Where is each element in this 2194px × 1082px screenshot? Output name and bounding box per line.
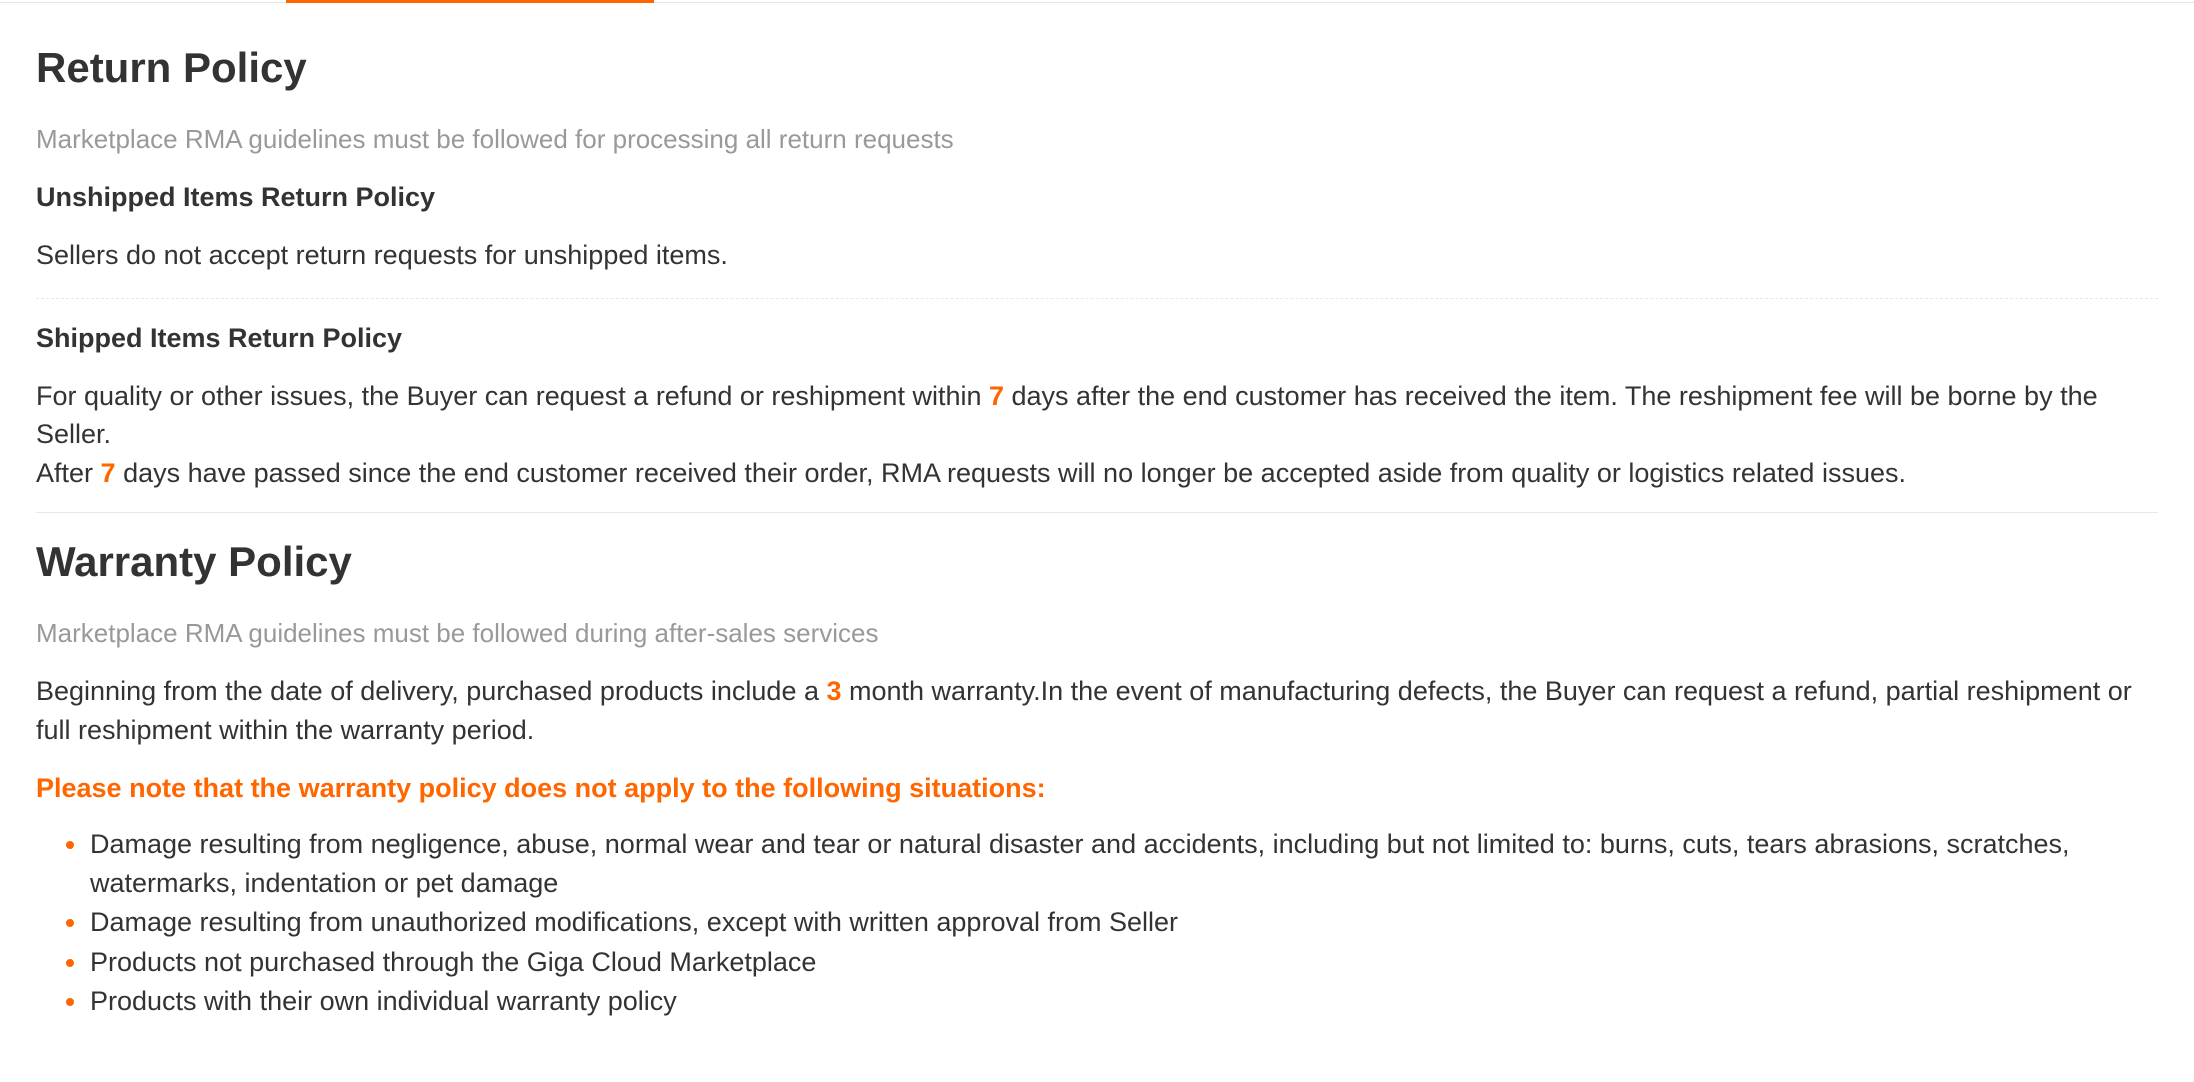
- shipped-policy-text-1: [36, 377, 2158, 454]
- rma-cutoff-days-value: 7: [100, 457, 116, 488]
- shipped-policy-text-2-after: days have passed since the end customer received their order, RMA requests will no longer be accepted aside from quality or logistics related issues.: [115, 457, 1906, 488]
- return-policy-title: Return Policy: [36, 44, 307, 91]
- shipped-policy-text-2-before: After: [36, 457, 101, 488]
- warranty-exclusions-notice: Please note that the warranty policy does not apply to the following situations:: [36, 773, 1046, 803]
- warranty-exclusions-list: [36, 825, 2158, 1021]
- warranty-months-value: 3: [826, 676, 842, 706]
- bullet-icon: [66, 998, 74, 1006]
- warranty-text-before: Beginning from the date of delivery, purchased products include a: [36, 676, 827, 706]
- warranty-policy-section: [36, 524, 2158, 1021]
- active-tab-indicator: [286, 0, 654, 3]
- exclusion-text: Damage resulting from negligence, abuse, normal wear and tear or natural disaster and accidents, including but not limited to: burns, cuts, tears abrasions, scratches, watermarks, indentation or pet damage: [90, 829, 2070, 898]
- list-item: [36, 943, 2158, 982]
- shipped-policy-text-2: [36, 454, 2158, 493]
- bullet-icon: [66, 959, 74, 967]
- return-policy-section: [36, 30, 2158, 513]
- policy-content: [36, 30, 2158, 1022]
- exclusion-text: Products with their own individual warranty policy: [90, 986, 677, 1016]
- exclusion-text: Damage resulting from unauthorized modifications, except with written approval from Seller: [90, 907, 1179, 937]
- unshipped-policy-heading: Unshipped Items Return Policy: [36, 182, 436, 212]
- warranty-policy-subtitle: Marketplace RMA guidelines must be followed during after-sales services: [36, 618, 879, 648]
- unshipped-policy-text: Sellers do not accept return requests for unshipped items.: [36, 240, 728, 270]
- return-policy-subtitle: Marketplace RMA guidelines must be followed for processing all return requests: [36, 124, 954, 154]
- bullet-icon: [66, 919, 74, 927]
- shipped-policy-text-1-before: For quality or other issues, the Buyer can request a refund or reshipment within: [36, 380, 989, 411]
- list-item: [36, 903, 2158, 942]
- warranty-policy-title: Warranty Policy: [36, 538, 352, 585]
- list-item: [36, 825, 2158, 902]
- exclusion-text: Products not purchased through the Giga Cloud Marketplace: [90, 946, 817, 977]
- shipped-policy-heading: Shipped Items Return Policy: [36, 322, 403, 353]
- list-item: [36, 982, 2158, 1021]
- warranty-text-after: month warranty.In the event of manufacturing defects, the Buyer can request a refund, partial reshipment or full reshipment within the warranty period.: [36, 676, 2132, 745]
- section-divider: [36, 512, 2158, 513]
- tab-strip: [0, 0, 2194, 3]
- return-days-value: 7: [988, 380, 1005, 411]
- bullet-icon: [66, 841, 74, 849]
- shipped-policy-text-1-after: days after the end customer has received the item. The reshipment fee will be borne by the Seller.: [36, 380, 2098, 449]
- warranty-policy-text: [36, 672, 2158, 749]
